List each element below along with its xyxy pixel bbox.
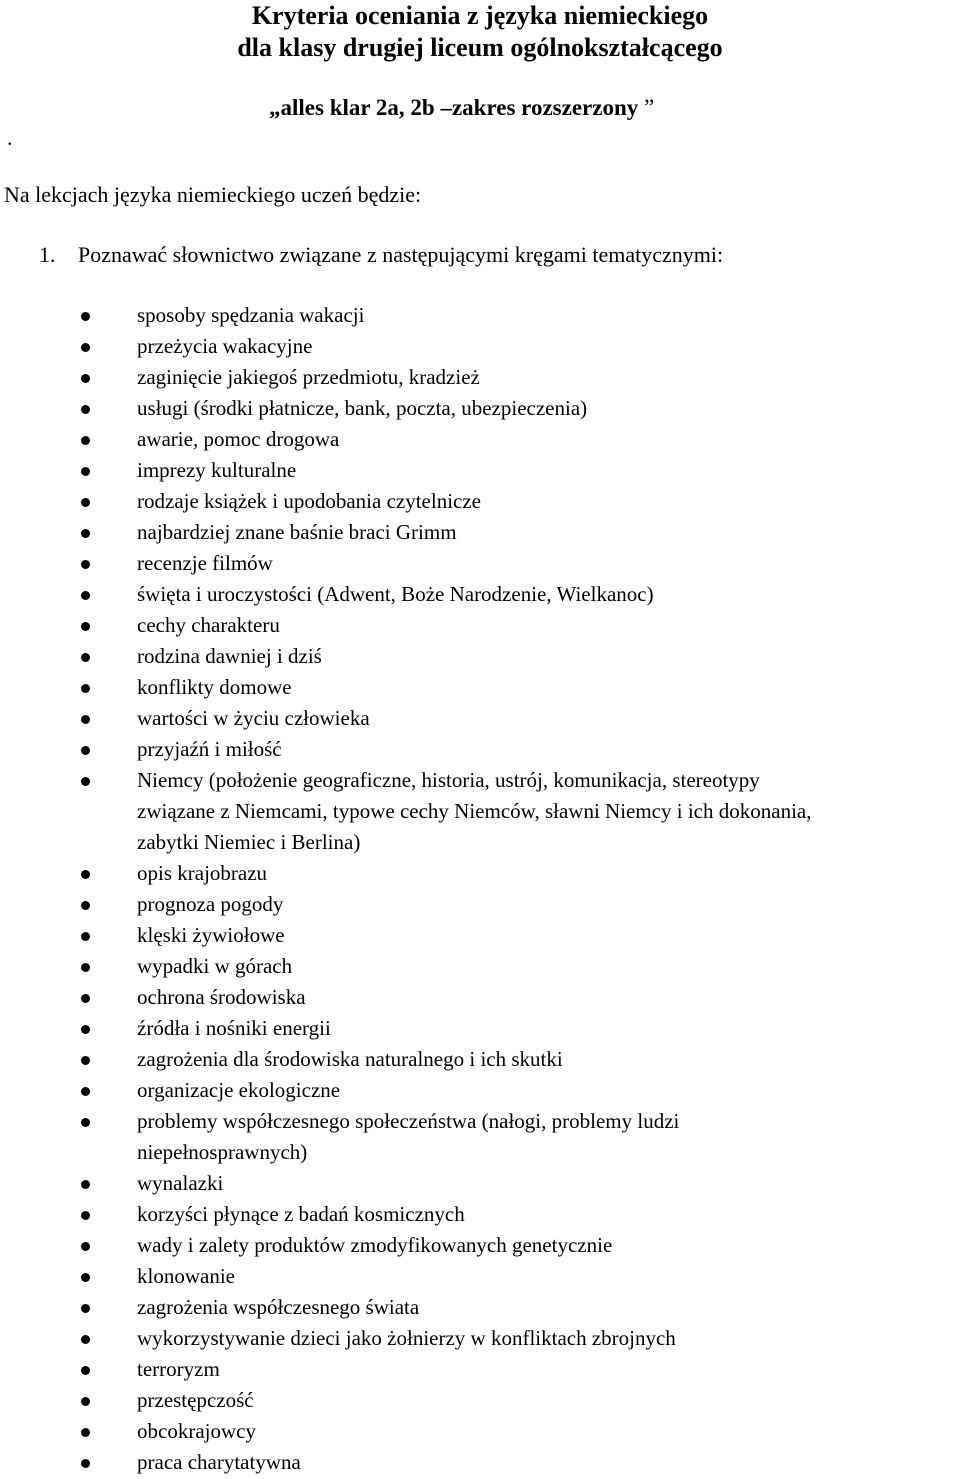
list-item-text: wartości w życiu człowieka: [137, 706, 370, 730]
list-item-text: ochrona środowiska: [137, 985, 306, 1009]
list-item: [0, 703, 960, 734]
list-item-text: wykorzystywanie dzieci jako żołnierzy w konfliktach zbrojnych: [137, 1326, 676, 1350]
bullet-icon: [81, 1304, 90, 1313]
list-item: [0, 889, 960, 920]
list-item-text: prognoza pogody: [137, 892, 284, 916]
list-item-text: wypadki w górach: [137, 954, 293, 978]
list-item-text: przestępczość: [137, 1388, 254, 1412]
list-item: [0, 1199, 960, 1230]
list-item: [0, 982, 960, 1013]
list-item-text: Niemcy (położenie geograficzne, historia, ustrój, komunikacja, stereotypy: [137, 768, 760, 792]
list-item: [0, 517, 960, 548]
list-item-text: klęski żywiołowe: [137, 923, 285, 947]
list-item-text: terroryzm: [137, 1357, 220, 1381]
document-title-line-1: Kryteria oceniania z języka niemieckiego: [251, 1, 709, 30]
list-item: [0, 1168, 960, 1199]
list-item: [0, 393, 960, 424]
bullet-icon: [81, 560, 90, 569]
bullet-icon: [81, 467, 90, 476]
bullet-icon: [81, 684, 90, 693]
bullet-icon: [81, 653, 90, 662]
list-item: [0, 858, 960, 889]
list-item: [0, 920, 960, 951]
list-item: [0, 486, 960, 517]
list-item: [0, 1292, 960, 1323]
bullet-icon: [81, 777, 90, 786]
list-item: [0, 1416, 960, 1447]
list-item: [0, 1354, 960, 1385]
list-item-text: rodzina dawniej i dziś: [137, 644, 322, 668]
list-item-text: awarie, pomoc drogowa: [137, 427, 340, 451]
list-item-text: rodzaje książek i upodobania czytelnicze: [137, 489, 481, 513]
bullet-icon: [81, 498, 90, 507]
list-item-text: zabytki Niemiec i Berlina): [137, 830, 361, 854]
bullet-icon: [81, 1366, 90, 1375]
bullet-icon: [81, 529, 90, 538]
bullet-icon: [81, 591, 90, 600]
section-number: 1.: [39, 242, 56, 267]
bullet-icon: [81, 343, 90, 352]
bullet-icon: [81, 901, 90, 910]
document-title-line-2: dla klasy drugiej liceum ogólnokształcącego: [237, 33, 723, 62]
subtitle-text: „alles klar 2a, 2b –zakres rozszerzony: [269, 95, 644, 120]
list-item-text: niepełnosprawnych): [137, 1140, 308, 1164]
bullet-icon: [81, 1056, 90, 1065]
list-item: [0, 951, 960, 982]
list-item: [0, 548, 960, 579]
list-item-text: recenzje filmów: [137, 551, 273, 575]
section-text: Poznawać słownictwo związane z następującymi kręgami tematycznymi:: [78, 242, 724, 267]
list-item-text: opis krajobrazu: [137, 861, 268, 885]
list-item: [0, 672, 960, 703]
list-item: [0, 610, 960, 641]
bullet-icon: [81, 622, 90, 631]
list-item: [0, 1106, 960, 1168]
list-item-text: wady i zalety produktów zmodyfikowanych genetycznie: [137, 1233, 613, 1257]
bullet-icon: [81, 1242, 90, 1251]
list-item-text: korzyści płynące z badań kosmicznych: [137, 1202, 465, 1226]
list-item: [0, 300, 960, 331]
stray-dot: .: [7, 125, 13, 150]
list-item: [0, 765, 960, 858]
list-item-text: źródła i nośniki energii: [137, 1016, 331, 1040]
list-item: [0, 641, 960, 672]
list-item: [0, 1385, 960, 1416]
list-item: [0, 1230, 960, 1261]
bullet-icon: [81, 1428, 90, 1437]
list-item-text: usługi (środki płatnicze, bank, poczta, ubezpieczenia): [137, 396, 588, 420]
list-item: [0, 362, 960, 393]
list-item: [0, 1013, 960, 1044]
list-item-text: cechy charakteru: [137, 613, 280, 637]
intro-sentence: Na lekcjach języka niemieckiego uczeń będzie:: [4, 182, 422, 207]
list-item: [0, 455, 960, 486]
list-item: [0, 734, 960, 765]
list-item: [0, 579, 960, 610]
bullet-icon: [81, 932, 90, 941]
textbook-subtitle: [269, 93, 654, 123]
bullet-icon: [81, 963, 90, 972]
list-item-text: przyjaźń i miłość: [137, 737, 282, 761]
list-item-text: problemy współczesnego społeczeństwa (nałogi, problemy ludzi: [137, 1109, 680, 1133]
list-item-text: zagrożenia dla środowiska naturalnego i ich skutki: [137, 1047, 563, 1071]
bullet-icon: [81, 1459, 90, 1468]
list-item-text: zaginięcie jakiegoś przedmiotu, kradzież: [137, 365, 480, 389]
bullet-icon: [81, 1273, 90, 1282]
list-item-text: klonowanie: [137, 1264, 235, 1288]
list-item-text: związane z Niemcami, typowe cechy Niemców, sławni Niemcy i ich dokonania,: [137, 799, 812, 823]
bullet-icon: [81, 1025, 90, 1034]
list-item-text: imprezy kulturalne: [137, 458, 297, 482]
numbered-section: [39, 240, 723, 270]
bullet-icon: [81, 405, 90, 414]
list-item-text: organizacje ekologiczne: [137, 1078, 341, 1102]
bullet-icon: [81, 374, 90, 383]
list-item: [0, 1323, 960, 1354]
subtitle-closing-quote: ”: [644, 95, 655, 120]
topic-list: [0, 300, 960, 1478]
bullet-icon: [81, 994, 90, 1003]
list-item-text: wynalazki: [137, 1171, 224, 1195]
bullet-icon: [81, 746, 90, 755]
bullet-icon: [81, 1118, 90, 1127]
list-item-text: sposoby spędzania wakacji: [137, 303, 365, 327]
list-item-text: obcokrajowcy: [137, 1419, 256, 1443]
bullet-icon: [81, 1397, 90, 1406]
list-item: [0, 1261, 960, 1292]
bullet-icon: [81, 1335, 90, 1344]
bullet-icon: [81, 715, 90, 724]
list-item: [0, 424, 960, 455]
bullet-icon: [81, 870, 90, 879]
list-item-text: przeżycia wakacyjne: [137, 334, 313, 358]
list-item-text: najbardziej znane baśnie braci Grimm: [137, 520, 457, 544]
list-item-text: praca charytatywna: [137, 1450, 301, 1474]
list-item: [0, 331, 960, 362]
bullet-icon: [81, 312, 90, 321]
list-item: [0, 1447, 960, 1478]
list-item: [0, 1044, 960, 1075]
bullet-icon: [81, 436, 90, 445]
list-item-text: zagrożenia współczesnego świata: [137, 1295, 420, 1319]
bullet-icon: [81, 1211, 90, 1220]
list-item: [0, 1075, 960, 1106]
list-item-text: święta i uroczystości (Adwent, Boże Narodzenie, Wielkanoc): [137, 582, 654, 606]
list-item-text: konflikty domowe: [137, 675, 292, 699]
bullet-icon: [81, 1180, 90, 1189]
bullet-icon: [81, 1087, 90, 1096]
